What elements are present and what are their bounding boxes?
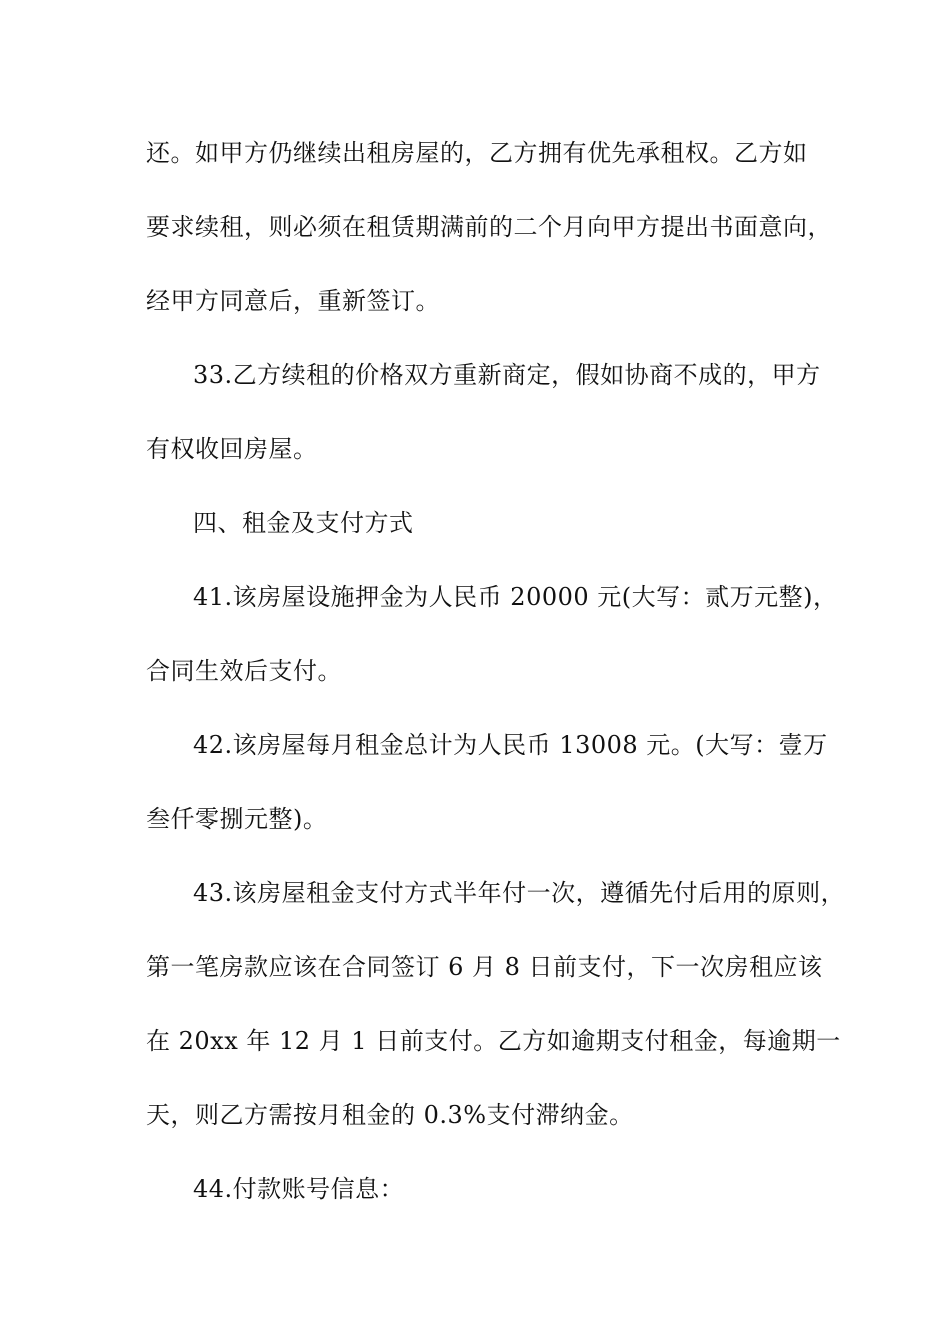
paragraph-line: 还。如甲方仍继续出租房屋的，乙方拥有优先承租权。乙方如 — [146, 139, 808, 167]
clause-41-line: 41.该房屋设施押金为人民币 20000 元(大写：贰万元整)， — [193, 583, 838, 611]
paragraph-line: 经甲方同意后，重新签订。 — [146, 287, 440, 315]
paragraph-line: 天，则乙方需按月租金的 0.3%支付滞纳金。 — [146, 1101, 634, 1129]
clause-43-line: 43.该房屋租金支付方式半年付一次，遵循先付后用的原则， — [193, 879, 846, 907]
clause-44-line: 44.付款账号信息： — [193, 1175, 405, 1203]
clause-42-line: 42.该房屋每月租金总计为人民币 13008 元。(大写：壹万 — [193, 731, 828, 759]
clause-33-line: 33.乙方续租的价格双方重新商定，假如协商不成的，甲方 — [193, 361, 821, 389]
paragraph-line: 第一笔房款应该在合同签订 6 月 8 日前支付，下一次房租应该 — [146, 953, 823, 981]
section-heading: 四、租金及支付方式 — [193, 509, 414, 537]
paragraph-line: 合同生效后支付。 — [146, 657, 342, 685]
paragraph-line: 在 20xx 年 12 月 1 日前支付。乙方如逾期支付租金，每逾期一 — [146, 1027, 841, 1055]
paragraph-line: 有权收回房屋。 — [146, 435, 318, 463]
paragraph-line: 叁仟零捌元整)。 — [146, 805, 328, 833]
paragraph-line: 要求续租，则必须在租赁期满前的二个月向甲方提出书面意向， — [146, 213, 832, 241]
